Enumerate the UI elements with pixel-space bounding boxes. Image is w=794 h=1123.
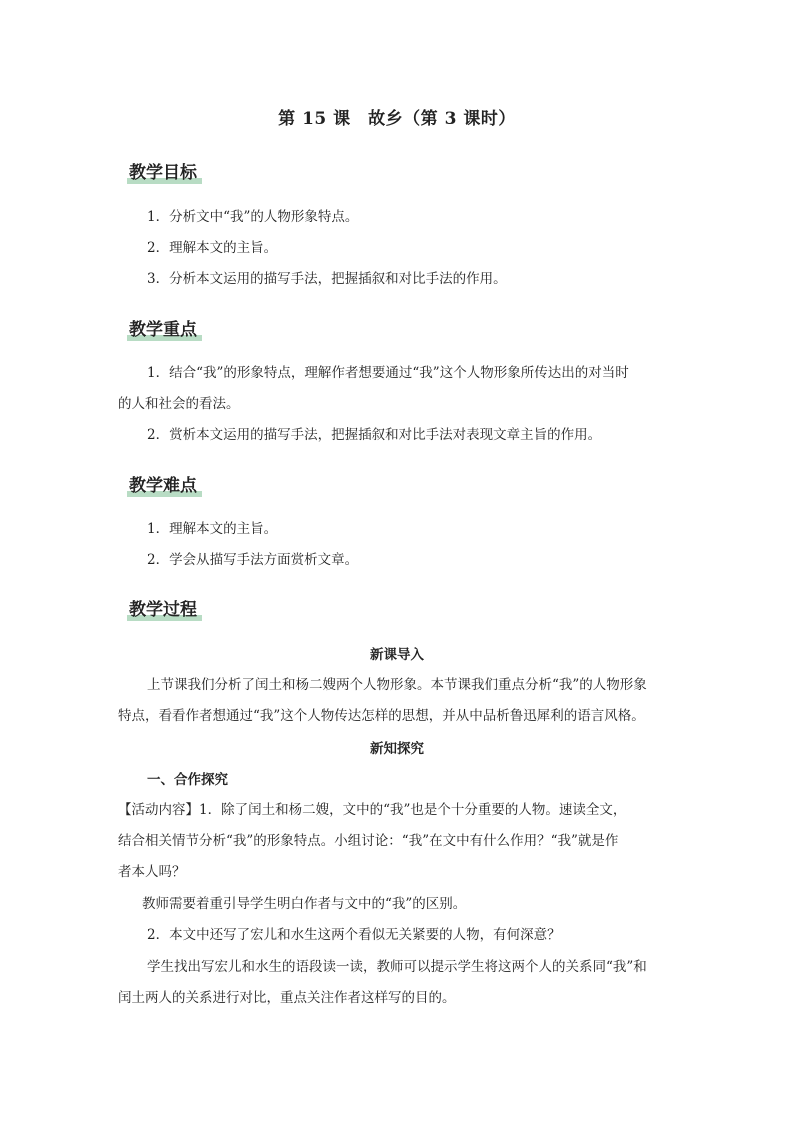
- section-heading-difficulties: 教学难点: [127, 475, 202, 497]
- part1-heading: 一、合作探究: [147, 772, 228, 788]
- page-title: 第 15 课 故乡（第 3 课时）: [278, 109, 516, 129]
- guide-2-line-2: 闰土两人的关系进行对比，重点关注作者这样写的目的。: [118, 990, 456, 1006]
- section-heading-objectives: 教学目标: [127, 162, 202, 184]
- activity-line-3: 者本人吗？: [118, 864, 186, 880]
- subheading-intro: 新课导入: [370, 647, 424, 663]
- activity-line-2: 结合相关情节分析“我”的形象特点。小组讨论：“我”在文中有什么作用？“我”就是作: [118, 833, 619, 849]
- section-heading-process: 教学过程: [127, 599, 202, 621]
- intro-line-2: 特点，看看作者想通过“我”这个人物传达怎样的思想，并从中品析鲁迅犀利的语言风格。: [118, 708, 645, 724]
- subheading-explore: 新知探究: [370, 741, 424, 757]
- guide-2-line-1: 学生找出写宏儿和水生的语段读一读，教师可以提示学生将这两个人的关系同“我”和: [147, 959, 647, 975]
- section-heading-key-points: 教学重点: [127, 319, 202, 341]
- key-point-1-line1: 1．结合“我”的形象特点，理解作者想要通过“我”这个人物形象所传达出的对当时: [147, 365, 629, 381]
- difficulty-item-2: 2．学会从描写手法方面赏析文章。: [147, 552, 359, 568]
- difficulty-item-1: 1．理解本文的主旨。: [147, 521, 278, 537]
- key-point-2: 2．赏析本文运用的描写手法，把握插叙和对比手法对表现文章主旨的作用。: [147, 427, 602, 443]
- activity-line-1: 【活动内容】1．除了闰土和杨二嫂，文中的“我”也是个十分重要的人物。速读全文，: [118, 802, 627, 818]
- objective-item-2: 2．理解本文的主旨。: [147, 240, 278, 256]
- objective-item-1: 1．分析文中“我”的人物形象特点。: [147, 209, 359, 225]
- key-point-1-line2: 的人和社会的看法。: [118, 396, 240, 412]
- intro-line-1: 上节课我们分析了闰土和杨二嫂两个人物形象。本节课我们重点分析“我”的人物形象: [147, 677, 647, 693]
- question-2: 2．本文中还写了宏儿和水生这两个看似无关紧要的人物，有何深意？: [147, 927, 561, 943]
- objective-item-3: 3．分析本文运用的描写手法，把握插叙和对比手法的作用。: [147, 271, 507, 287]
- teacher-guide-1: 教师需要着重引导学生明白作者与文中的“我”的区别。: [142, 896, 467, 912]
